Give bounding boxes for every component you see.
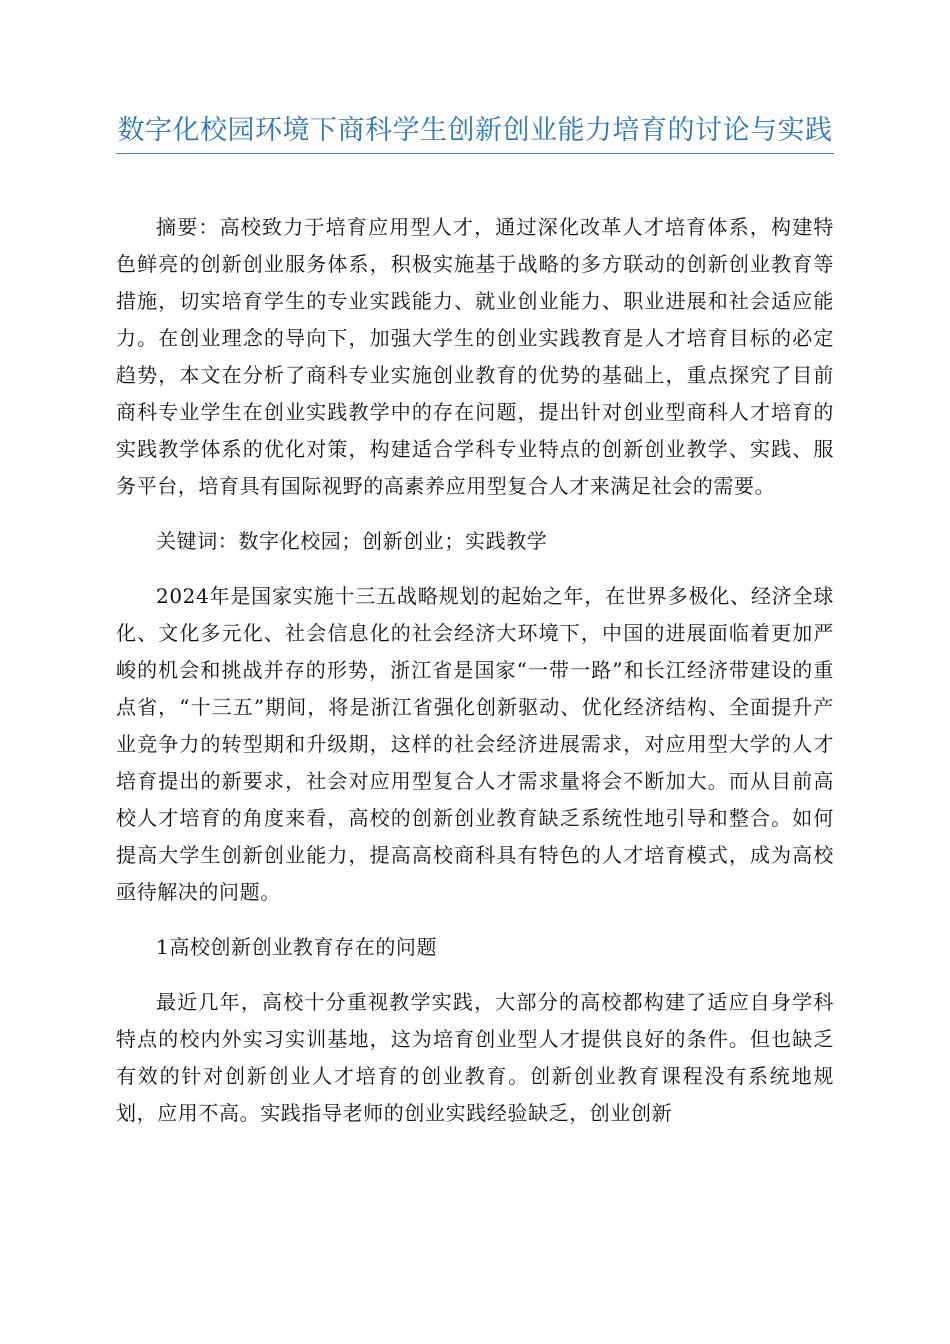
- document-body: [116, 209, 834, 1150]
- document-title: 数字化校园环境下商科学生创新创业能力培育的讨论与实践: [117, 115, 833, 146]
- section-paragraph: 最近几年，高校十分重视教学实践，大部分的高校都构建了适应自身学科特点的校内外实习实训基地，这为培育创业型人才提供良好的条件。但也缺乏有效的针对创新创业人才培育的创业教育。创新创业教育课程没有系统地规划，应用不高。实践指导老师的创业实践经验缺乏，创业创新: [116, 990, 834, 1125]
- keywords-paragraph: 关键词：数字化校园；创新创业；实践教学: [156, 529, 548, 553]
- section-heading: 1高校创新创业教育存在的问题: [156, 935, 438, 959]
- intro-paragraph: 2024年是国家实施十三五战略规划的起始之年，在世界多极化、经济全球化、文化多元化、社会信息化的社会经济大环境下，中国的进展面临着更加严峻的机会和挑战并存的形势，浙江省是国家“一带一路”和长江经济带建设的重点省，“十三五”期间，将是浙江省强化创新驱动、优化经济结构、全面提升产业竞争力的转型期和升级期，这样的社会经济进展需求，对应用型大学的人才培育提出的新要求，社会对应用型复合人才需求量将会不断加大。而从目前高校人才培育的角度来看，高校的创新创业教育缺乏系统性地引导和整合。如何提高大学生创新创业能力，提高高校商科具有特色的人才培育模式，成为高校亟待解决的问题。: [116, 584, 834, 904]
- abstract-paragraph: 摘要：高校致力于培育应用型人才，通过深化改革人才培育体系，构建特色鲜亮的创新创业服务体系，积极实施基于战略的多方联动的创新创业教育等措施，切实培育学生的专业实践能力、就业创业能力、职业进展和社会适应能力。在创业理念的导向下，加强大学生的创业实践教育是人才培育目标的必定趋势，本文在分析了商科专业实施创业教育的优势的基础上，重点探究了目前商科专业学生在创业实践教学中的存在问题，提出针对创业型商科人才培育的实践教学体系的优化对策，构建适合学科专业特点的创新创业教学、实践、服务平台，培育具有国际视野的高素养应用型复合人才来满足社会的需要。: [116, 215, 834, 498]
- title-block: [116, 112, 834, 154]
